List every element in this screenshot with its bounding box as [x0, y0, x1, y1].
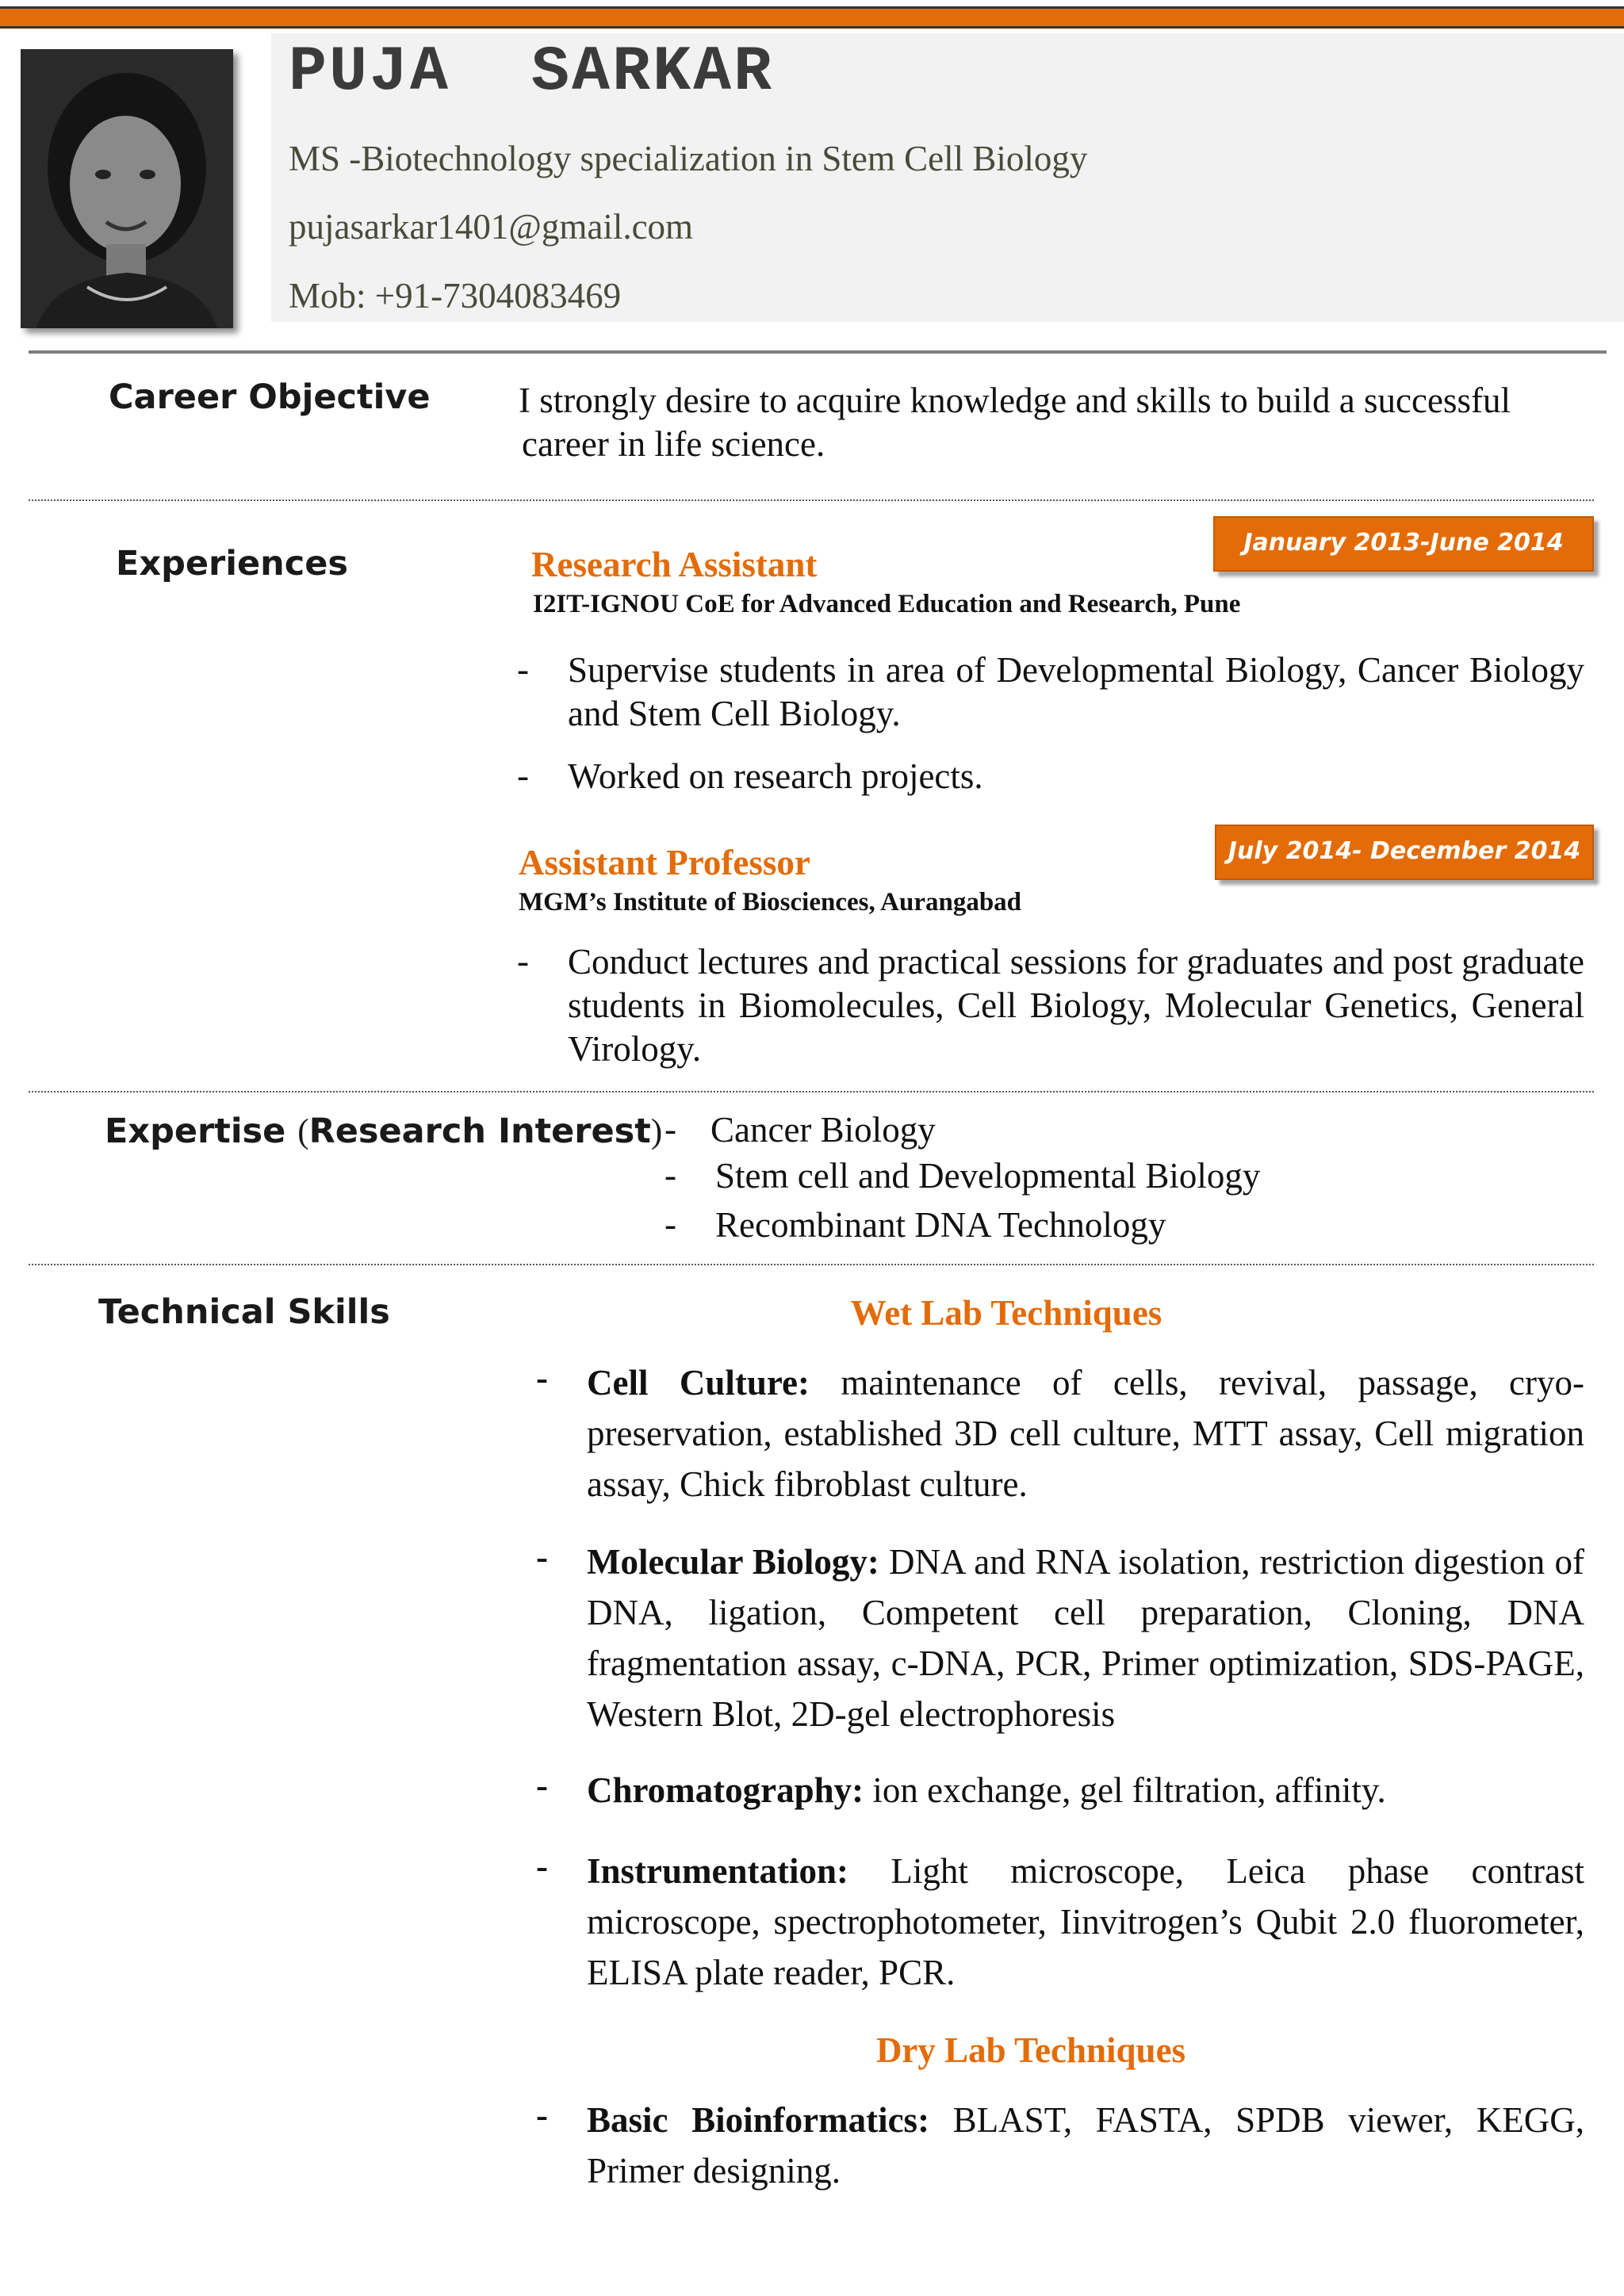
profile-photo — [21, 49, 233, 328]
section-divider — [29, 499, 1594, 501]
job-date-badge: July 2014- December 2014 — [1215, 825, 1594, 880]
career-objective-line2: career in life science. — [522, 424, 825, 464]
skill-text: ion exchange, gel filtration, affinity. — [864, 1770, 1386, 1810]
bullet-dash: - — [536, 1846, 548, 1886]
bullet-dash: - — [665, 1155, 676, 1195]
skill-item — [587, 2095, 1584, 2196]
list-item — [517, 649, 1584, 736]
career-objective-heading: Career Objective — [109, 377, 431, 417]
section-divider — [29, 1264, 1594, 1265]
degree-line: MS -Biotechnology specialization in Stem Cell Biology — [289, 139, 1088, 178]
list-item — [665, 1203, 1166, 1247]
list-item — [665, 1154, 1260, 1198]
bullet-dash: - — [536, 1766, 548, 1805]
career-objective-line1: I strongly desire to acquire knowledge and skills to build a successful — [519, 381, 1511, 420]
mobile-text: Mob: +91-7304083469 — [289, 276, 622, 316]
skill-item — [587, 1765, 1584, 1816]
top-accent-bar — [0, 6, 1624, 29]
candidate-name: PUJA SARKAR — [289, 36, 775, 109]
expertise-item: Stem cell and Developmental Biology — [715, 1156, 1261, 1196]
job-date-badge: January 2013-June 2014 — [1213, 516, 1594, 572]
list-item — [517, 755, 1584, 798]
wet-lab-heading: Wet Lab Techniques — [850, 1293, 1162, 1333]
header-divider — [29, 350, 1607, 354]
bullet-dash: - — [665, 1109, 676, 1149]
paren-close: ) — [650, 1113, 663, 1150]
skill-item — [587, 1536, 1584, 1739]
job-organization: I2IT-IGNOU CoE for Advanced Education and Research, Pune — [533, 590, 1241, 618]
expertise-heading — [105, 1112, 662, 1151]
job-duty: Supervise students in area of Developmental Biology, Cancer Biology and Stem Cell Biology. — [568, 650, 1584, 733]
job-title: Research Assistant — [531, 545, 818, 584]
experiences-heading: Experiences — [116, 544, 349, 584]
skill-text: DNA and RNA isolation, restriction digestion of DNA, ligation, Competent cell preparation, Cloning, DNA fragmentation assay, c-DNA, PCR, Primer optimization, SDS-PAGE, Western Blot, 2D-gel electrophoresis — [587, 1542, 1585, 1734]
skill-label: Cell Culture: — [587, 1363, 810, 1402]
list-item — [665, 1108, 936, 1152]
paren-open: ( — [297, 1113, 309, 1150]
bullet-dash: - — [517, 756, 529, 795]
expertise-item: Recombinant DNA Technology — [715, 1205, 1166, 1245]
bullet-dash: - — [536, 2095, 548, 2135]
bullet-dash: - — [517, 649, 529, 689]
bullet-dash: - — [517, 941, 529, 981]
job-title: Assistant Professor — [519, 843, 810, 882]
technical-skills-heading: Technical Skills — [98, 1292, 390, 1332]
job-duty: Worked on research projects. — [568, 756, 983, 796]
skill-text: BLAST, FASTA, SPDB viewer, KEGG, Primer designing. — [587, 2100, 1585, 2191]
skill-label: Molecular Biology: — [587, 1542, 879, 1582]
expertise-subtitle: Research Interest — [308, 1112, 651, 1151]
bullet-dash: - — [665, 1204, 676, 1244]
expertise-title: Expertise — [105, 1112, 286, 1151]
skill-label: Instrumentation: — [587, 1851, 849, 1891]
bullet-dash: - — [536, 1537, 548, 1577]
email-text[interactable]: pujasarkar1401@gmail.com — [289, 207, 694, 247]
skill-label: Chromatography: — [587, 1770, 864, 1810]
section-divider — [29, 1091, 1594, 1093]
bullet-dash: - — [536, 1358, 548, 1398]
skill-label: Basic Bioinformatics: — [587, 2100, 930, 2140]
expertise-item: Cancer Biology — [710, 1110, 936, 1150]
skill-text: Light microscope, Leica phase contrast microscope, spectrophotometer, Iinvitrogen’s Qubit 2.0 fluorometer, ELISA plate reader, PCR. — [587, 1851, 1584, 1992]
dry-lab-heading: Dry Lab Techniques — [875, 2030, 1186, 2070]
skill-item — [587, 1846, 1584, 1998]
job-organization: MGM’s Institute of Biosciences, Aurangabad — [519, 888, 1022, 916]
list-item — [517, 940, 1584, 1071]
skill-item — [587, 1357, 1584, 1510]
job-duty: Conduct lectures and practical sessions for graduates and post graduate students in Biomolecules, Cell Biology, Molecular Genetics, General Virology. — [568, 942, 1584, 1069]
skill-text: maintenance of cells, revival, passage, cryo-preservation, established 3D cell culture, MTT assay, Cell migration assay, Chick fibroblast culture. — [587, 1363, 1584, 1504]
